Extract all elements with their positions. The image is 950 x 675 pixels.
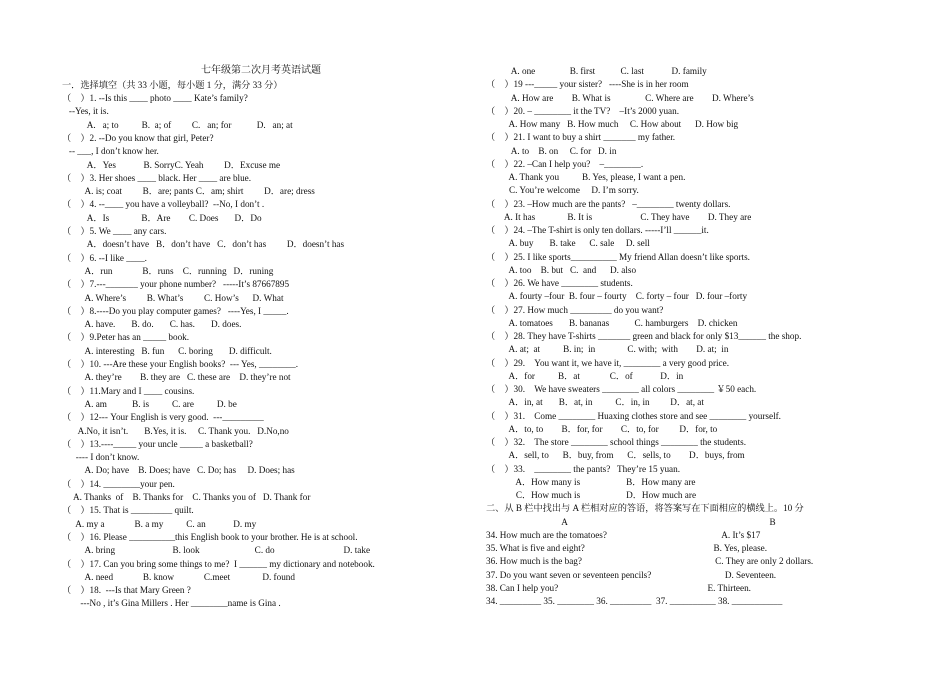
left-text-line: （ ）12--- Your English is very good. ---_________ <box>62 412 264 423</box>
right-text-line: （ ）28. They have T-shirts _______ green and black for only $13______ the shop. <box>486 331 802 341</box>
right-text-line: A．How many is B．How many are <box>486 476 696 487</box>
right-text-line: （ ）22. –Can I help you? –________. <box>486 158 644 169</box>
left-text-line: A. Where’s B. What’s C. How’s D. What <box>62 292 284 303</box>
left-text-line: A．doesn’t have B．don’t have C．don’t has D．doesn’t has <box>62 239 345 250</box>
left-text-line: A. they’re B. they are C. these are D. they’re not <box>62 372 291 383</box>
left-text-line: A. a; to B. a; of C. an; for D. an; at <box>62 119 293 130</box>
right-text-line: 37. Do you want seven or seventeen pencils? D. Seventeen. <box>486 569 777 580</box>
right-text-line: （ ）20. – ________ it the TV? –It’s 2000 yuan. <box>486 105 680 116</box>
right-text-line: （ ）26. We have ________ students. <box>486 278 633 288</box>
right-text-line: A. fourty –four B. four – fourty C. forty – four D. four –forty <box>486 291 748 302</box>
left-text-line: （ ）4. --____ you have a volleyball? --No, I don’t . <box>62 199 265 210</box>
left-text-line: ---No , it’s Gina Millers . Her ________name is Gina . <box>62 598 281 609</box>
left-text-line: A．Yes B. SorryC. Yeah D．Excuse me <box>62 159 281 170</box>
left-text-line: A. bring B. look C. do D. take <box>62 545 371 556</box>
right-text-line: （ ）25. I like sports__________ My friend Allan doesn’t like sports. <box>486 251 750 262</box>
right-text-line: A. too B. but C. and D. also <box>486 264 637 275</box>
left-text-line: （ ）8.----Do you play computer games? ----Yes, I _____. <box>62 305 289 316</box>
right-text-line: C．How much is D．How much are <box>486 490 697 500</box>
left-text-line: ---- I don’t know. <box>62 452 140 463</box>
left-text-line: （ ）3. Her shoes ____ black. Her ____ are blue. <box>62 172 252 183</box>
right-text-line: 38. Can I help you? E. Thirteen. <box>486 582 751 593</box>
right-text-line: 36. How much is the bag? C. They are only 2 dollars. <box>486 556 814 567</box>
left-text-line: （ ）6. --I like ____. <box>62 252 147 263</box>
right-text-line: （ ）30. We have sweaters ________ all colors ________ ￥50 each. <box>486 384 757 394</box>
left-text-line: （ ）14. ________your pen. <box>62 478 175 489</box>
left-text-line: A. Do; have B. Does; have C. Do; has D. Does; has <box>62 465 295 476</box>
left-text-line: （ ）17. Can you bring some things to me? I ______ my dictionary and notebook. <box>62 558 375 569</box>
left-text-line: -- ___, I don’t know her. <box>62 146 159 157</box>
left-text-line: （ ）7.---_______ your phone number? -----It’s 87667895 <box>62 279 290 290</box>
right-text-line: （ ）23. –How much are the pants? –________ twenty dollars. <box>486 198 731 209</box>
left-text-line: A. is; coat B．are; pants C．am; shirt D．are; dress <box>62 186 315 197</box>
right-text-line: （ ）19 ---_____ your sister? ----She is in her room <box>486 79 689 90</box>
right-text-line: （ ）21. I want to buy a shirt _______ my father. <box>486 132 676 143</box>
left-text-line: （ ）13.----_____ your uncle _____ a basketball? <box>62 438 253 449</box>
left-text-line: --Yes, it is. <box>62 106 109 117</box>
right-text-line: （ ）31. Come ________ Huaxing clothes store and see ________ yourself. <box>486 410 781 421</box>
exam-title: 七年级第二次月考英语试题 <box>201 65 321 76</box>
right-text-line: 34. How much are the tomatoes? A. It’s $17 <box>486 529 761 540</box>
right-text-line: A. It has B. It is C. They have D. They are <box>486 211 752 222</box>
left-text-line: A. interesting B. fun C. boring D. difficult. <box>62 345 272 356</box>
right-text-line: A. at; at B. in; in C. with; with D. at; in <box>486 344 729 355</box>
right-text-line: A. How many B. How much C. How about D. How big <box>486 119 739 129</box>
right-text-line: 二、从 B 栏中找出与 A 栏相对应的答语，将答案写在下面相应的横线上。10 分 <box>486 503 804 514</box>
left-text-line: （ ）5. We ____ any cars. <box>62 226 167 236</box>
right-text-line: A. How are B. What is C. Where are D. Where’s <box>486 92 754 103</box>
right-text-line: A. one B. first C. last D. family <box>486 66 707 76</box>
left-text-line: A．run B．runs C．running D．runing <box>62 265 274 276</box>
left-text-line: （ ）15. That is _________ quilt. <box>62 505 194 516</box>
left-text-line: （ ）10. ---Are these your English books? --- Yes, ________. <box>62 359 299 369</box>
left-text-line: A．Is B．Are C. Does D．Do <box>62 212 262 223</box>
left-text-line: （ ）1. --Is this ____ photo ____ Kate’s family? <box>62 93 248 103</box>
left-text-line: （ ）18. ---Is that Mary Green ? <box>62 585 191 596</box>
left-text-line: A. Thanks of B. Thanks for C. Thanks you of D. Thank for <box>62 492 311 502</box>
left-text-line: （ ）9.Peter has an _____ book. <box>62 332 190 343</box>
right-text-line: A．to, to B．for, for C．to, for D．for, to <box>486 423 718 434</box>
left-text-line: A.No, it isn’t. B.Yes, it is. C. Thank you. D.No,no <box>62 425 289 436</box>
right-text-line: A. to B. on C. for D. in <box>486 145 617 156</box>
right-text-line: 34. _________ 35. ________ 36. _________ 37. __________ 38. ___________ <box>486 596 783 606</box>
right-text-line: （ ）27. How much _________ do you want? <box>486 304 664 315</box>
right-text-line: （ ）29. You want it, we have it, ________ a very good price. <box>486 357 730 368</box>
right-text-line: 35. What is five and eight? B. Yes, please. <box>486 543 768 553</box>
right-text-line: （ ）24. –The T-shirt is only ten dollars. -----I’ll ______it. <box>486 225 709 235</box>
right-text-line: A．for B．at C．of D．in <box>486 370 684 381</box>
left-text-line: （ ）11.Mary and I ____ cousins. <box>62 385 195 396</box>
left-text-line: （ ）2. --Do you know that girl, Peter? <box>62 132 214 143</box>
right-text-line: A. Thank you B. Yes, please, I want a pen. <box>486 172 686 182</box>
right-text-line: A. buy B. take C. sale D. sell <box>486 238 650 249</box>
right-text-line: A．sell, to B．buy, from C．sells, to D．buys, from <box>486 450 745 461</box>
right-text-line: A. tomatoes B. bananas C. hamburgers D. chicken <box>486 317 738 328</box>
section-one-heading: 一．选择填空（共 33 小题，每小题 1 分，满分 33 分） <box>62 80 283 90</box>
left-text-line: A. am B. is C. are D. be <box>62 398 237 409</box>
left-text-line: A. my a B. a my C. an D. my <box>62 518 257 529</box>
right-text-line: A．in, at B．at, in C．in, in D．at, at <box>486 397 704 408</box>
right-text-line: （ ）33. ________ the pants? They’re 15 yuan. <box>486 463 681 474</box>
left-text-line: A. have. B. do. C. has. D. does. <box>62 319 242 330</box>
left-text-line: （ ）16. Please __________this English book to your brother. He is at school. <box>62 531 358 542</box>
right-text-line: （ ）32. The store ________ school things ________ the students. <box>486 437 747 447</box>
right-text-line: A B <box>486 516 776 527</box>
right-text-line: C. You’re welcome D. I’m sorry. <box>486 185 639 196</box>
left-text-line: A. need B. know C.meet D. found <box>62 571 295 582</box>
